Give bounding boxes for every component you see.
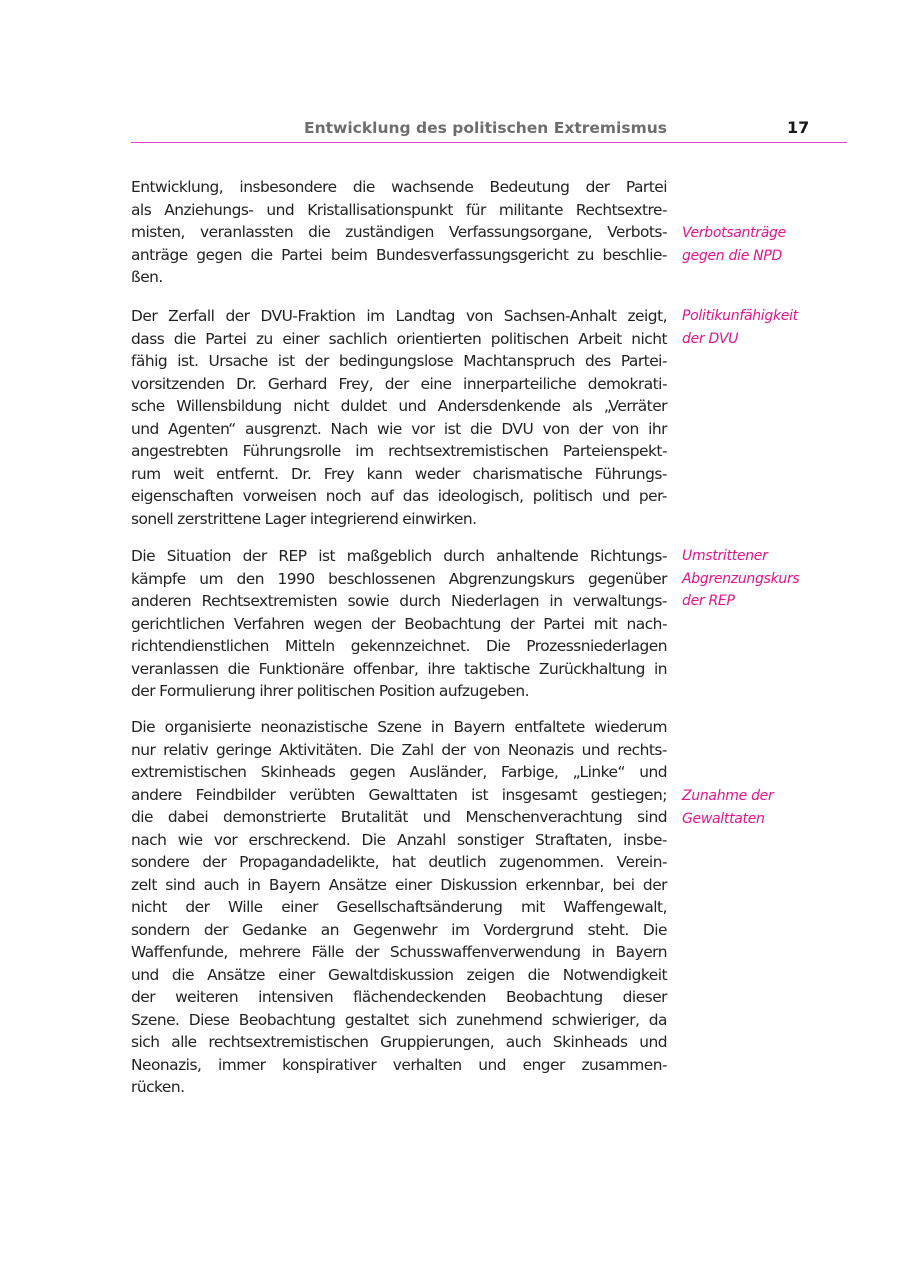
running-header <box>131 116 847 143</box>
text-line: ßen. <box>131 268 163 286</box>
text-line: richtendienstlichen Mitteln gekennzeichnet. Die Prozessniederlagen <box>131 637 667 655</box>
text-line: sonell zerstrittene Lager integrierend einwirken. <box>131 509 477 528</box>
text-line: als Anziehungs- und Kristallisationspunkt für militante Rechtsextre- <box>131 200 667 219</box>
text-line: Szene. Diese Beobachtung gestaltet sich zunehmend schwieriger, da <box>131 1010 667 1029</box>
text-line: kämpfe um den 1990 beschlossenen Abgrenzungskurs gegenüber <box>131 569 667 588</box>
margin-note-line: Politikunfähigkeit <box>682 308 798 324</box>
text-line: sich alle rechtsextremistischen Gruppierungen, auch Skinheads und <box>131 1033 667 1051</box>
text-line: Die Situation der REP ist maßgeblich durch anhaltende Richtungs- <box>131 547 667 565</box>
text-line: andere Feindbilder verübten Gewalttaten ist insgesamt gestiegen; <box>131 785 667 804</box>
margin-note-rep <box>682 545 852 613</box>
text-line: gerichtlichen Verfahren wegen der Beobachtung der Partei mit nach- <box>131 614 667 633</box>
text-line: misten, veranlassten die zuständigen Verfassungsorgane, Verbots- <box>131 223 667 241</box>
text-line: nach wie vor erschreckend. Die Anzahl sonstiger Straftaten, insbe- <box>131 830 667 849</box>
text-line: sondere der Propagandadelikte, hat deutlich zugenommen. Verein- <box>131 853 667 871</box>
text-line: zelt sind auch in Bayern Ansätze einer Diskussion erkennbar, bei der <box>131 875 667 894</box>
text-line: Der Zerfall der DVU-Fraktion im Landtag von Sachsen-Anhalt zeigt, <box>131 307 667 325</box>
margin-note-line: Abgrenzungskurs <box>682 570 800 587</box>
text-line: extremistischen Skinheads gegen Ausländer, Farbige, „Linke“ und <box>131 763 667 781</box>
text-line: rum weit entfernt. Dr. Frey kann weder charismatische Führungs- <box>131 464 667 483</box>
text-line: die dabei demonstrierte Brutalität und Menschenverachtung sind <box>131 808 667 826</box>
paragraph-rep <box>131 545 667 703</box>
margin-note-dvu <box>682 305 852 350</box>
text-line: fähig ist. Ursache ist der bedingungslose Machtanspruch des Partei- <box>131 352 667 370</box>
margin-note-line: der REP <box>682 593 735 609</box>
text-line: angestrebten Führungsrolle im rechtsextremistischen Parteienspekt- <box>131 442 667 460</box>
paragraph-npd <box>131 176 667 289</box>
margin-note-line: der DVU <box>682 330 739 347</box>
text-line: veranlassen die Funktionäre offenbar, ihre taktische Zurückhaltung in <box>131 659 667 678</box>
page-number: 17 <box>787 118 810 137</box>
text-line: der weiteren intensiven flächendeckenden Beobachtung dieser <box>131 988 667 1006</box>
margin-note-gewalt <box>682 785 852 830</box>
text-line: sche Willensbildung nicht duldet und Andersdenkende als „Verräter <box>131 397 667 415</box>
text-line: nur relativ geringe Aktivitäten. Die Zahl der von Neonazis und rechts- <box>131 740 667 759</box>
paragraph-neonazi <box>131 716 667 1099</box>
text-line: anträge gegen die Partei beim Bundesverfassungsgericht zu beschlie- <box>131 245 667 264</box>
text-line: rücken. <box>131 1078 185 1096</box>
margin-note-line: Gewalttaten <box>682 810 765 827</box>
margin-note-line: gegen die NPD <box>682 247 782 264</box>
margin-note-line: Verbotsanträge <box>682 225 786 241</box>
text-line: und Agenten“ ausgrenzt. Nach wie vor ist die DVU von der von ihr <box>131 419 667 438</box>
text-line: Die organisierte neonazistische Szene in Bayern entfaltete wiederum <box>131 718 667 736</box>
text-line: anderen Rechtsextremisten sowie durch Niederlagen in verwaltungs- <box>131 592 667 610</box>
text-line: vorsitzenden Dr. Gerhard Frey, der eine innerparteiliche demokrati- <box>131 374 667 393</box>
margin-note-line: Umstrittener <box>682 548 768 564</box>
text-line: Entwicklung, insbesondere die wachsende Bedeutung der Partei <box>131 178 667 196</box>
text-line: sondern der Gedanke an Gegenwehr im Vordergrund steht. Die <box>131 920 667 939</box>
text-line: eigenschaften vorweisen noch auf das ideologisch, politisch und per- <box>131 487 667 505</box>
margin-note-npd <box>682 222 852 267</box>
text-line: Neonazis, immer konspirativer verhalten und enger zusammen- <box>131 1055 667 1074</box>
paragraph-dvu <box>131 305 667 530</box>
text-line: der Formulierung ihrer politischen Position aufzugeben. <box>131 682 529 700</box>
text-line: Waffenfunde, mehrere Fälle der Schusswaffenverwendung in Bayern <box>131 943 667 961</box>
text-line: dass die Partei zu einer sachlich orientierten politischen Arbeit nicht <box>131 329 667 348</box>
text-line: nicht der Wille einer Gesellschaftsänderung mit Waffengewalt, <box>131 898 667 916</box>
text-line: und die Ansätze einer Gewaltdiskussion zeigen die Notwendigkeit <box>131 965 667 984</box>
running-title: Entwicklung des politischen Extremismus <box>303 119 667 137</box>
margin-note-line: Zunahme der <box>682 788 774 804</box>
